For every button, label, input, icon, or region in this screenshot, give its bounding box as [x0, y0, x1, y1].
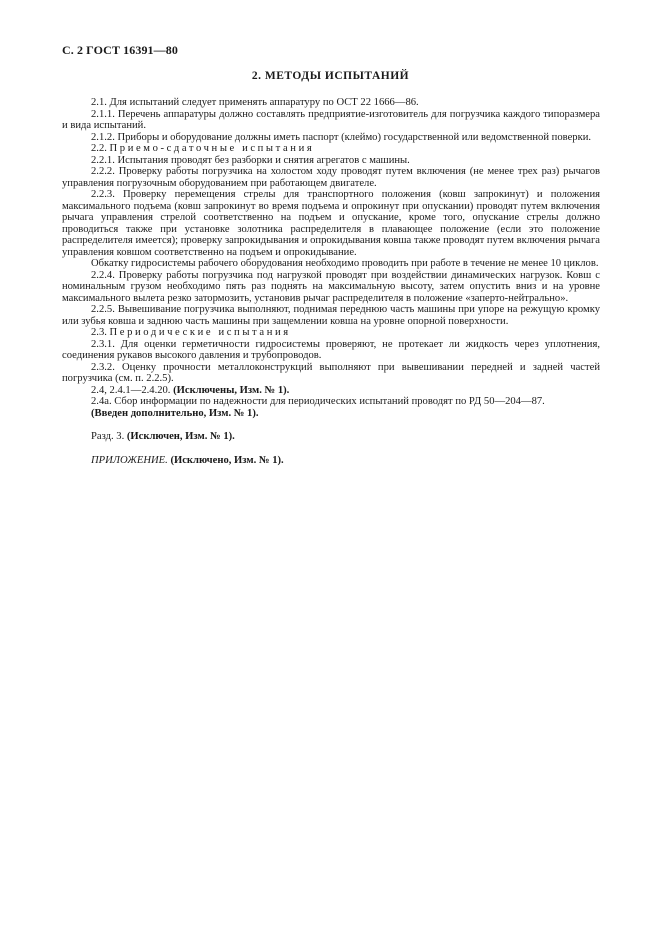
subsection-2-2-heading: [62, 143, 600, 155]
paragraph-2-4a-note: (Введен дополнительно, Изм. № 1).: [91, 407, 259, 419]
subsection-2-2-number: 2.2.: [91, 143, 107, 154]
paragraph-2-1-1: 2.1.1. Перечень аппаратуры должно составлять предприятие-изготовитель для погрузчика каждого типоразмера и вида испытаний.: [62, 108, 600, 131]
section-title: 2. МЕТОДЫ ИСПЫТАНИЙ: [251, 70, 410, 82]
spacer: [62, 443, 600, 455]
paragraph-2-4-note: (Исключены, Изм. № 1).: [173, 384, 290, 396]
paragraph-2-1-2: 2.1.2. Приборы и оборудование должны иметь паспорт (клеймо) государственной или ведомственной поверки.: [91, 131, 592, 143]
paragraph-2-1: 2.1. Для испытаний следует применять аппаратуру по ОСТ 22 1666—86.: [91, 97, 419, 108]
paragraph-obkatka: Обкатку гидросистемы рабочего оборудования необходимо проводить при работе в течение не менее 10 циклов.: [91, 258, 599, 269]
paragraph-2-3-2: 2.3.2. Оценку прочности металлоконструкций выполняют при вывешивании передней и задней частей погрузчика (см. п. 2.2.5).: [62, 361, 600, 384]
paragraph-2-2-2: 2.2.2. Проверку работы погрузчика на холостом ходу проводят путем включения (не менее трех раз) рычагов управления погрузочным оборудованием при работающем двигателе.: [62, 166, 600, 189]
subsection-2-3-number: 2.3.: [91, 327, 107, 338]
paragraph-2-3-1: 2.3.1. Для оценки герметичности гидросистемы проверяют, не протекает ли жидкость через уплотнения, соединения рукавов высокого давления и трубопроводов.: [62, 338, 600, 361]
document-body: [62, 97, 600, 466]
section-3-excluded: (Исключен, Изм. № 1).: [126, 431, 235, 442]
page-header: С. 2 ГОСТ 16391—80: [62, 43, 178, 57]
spacer: [62, 419, 600, 431]
subsection-2-2-title: Приемо-сдаточные испытания: [109, 143, 315, 154]
paragraph-2-2-4: 2.2.4. Проверку работы погрузчика под нагрузкой проводят при воздействии динамических нагрузок. Ковш с номинальным грузом необходимо пять раз поднять на максимальную высоту, затем опустить вниз и на уровне максимального вылета резко затормозить, установив рычаг распределителя в положение «заперто-нейтрально».: [62, 269, 600, 304]
subsection-2-3-title: Периодические испытания: [109, 327, 291, 338]
appendix-prefix: ПРИЛОЖЕНИЕ.: [91, 454, 168, 466]
paragraph-2-2-5: 2.2.5. Вывешивание погрузчика выполняют, поднимая переднюю часть машины при упоре на режущую кромку или зубья ковша и заднюю часть машины при защемлении ковша на уровне опорной поверхности.: [62, 304, 600, 327]
appendix-excluded: (Исключено, Изм. № 1).: [170, 454, 284, 466]
subsection-2-3-heading: [62, 327, 600, 339]
paragraph-2-2-3: 2.2.3. Проверку перемещения стрелы для транспортного положения (ковш запрокинут) и положения максимального подъема (ковш запрокинут во время подъема и опрокинут при опускании) проводят путем включения рычага управления стрелой соответственно на подъем и опускание, кроме того, опускание стрелы должно проводиться также при установке золотника распределителя в плавающее положение (если это положение распределителя имеется); проверку запрокидывания и опрокидывания ковша также проводят путем включения рычага управления ковшом соответственно на подъем и опрокидывание.: [62, 189, 600, 258]
paragraph-2-4a: 2.4а. Сбор информации по надежности для периодических испытаний проводят по РД 50—204—87.: [91, 396, 545, 407]
appendix-note: [62, 455, 600, 467]
paragraph-2-4-prefix: 2.4, 2.4.1—2.4.20.: [91, 384, 171, 396]
paragraph-2-4: [62, 385, 600, 397]
section-3-note: [62, 431, 600, 443]
section-3-prefix: Разд. 3.: [91, 431, 125, 442]
paragraph-2-2-1: 2.2.1. Испытания проводят без разборки и снятия агрегатов с машины.: [91, 154, 410, 166]
